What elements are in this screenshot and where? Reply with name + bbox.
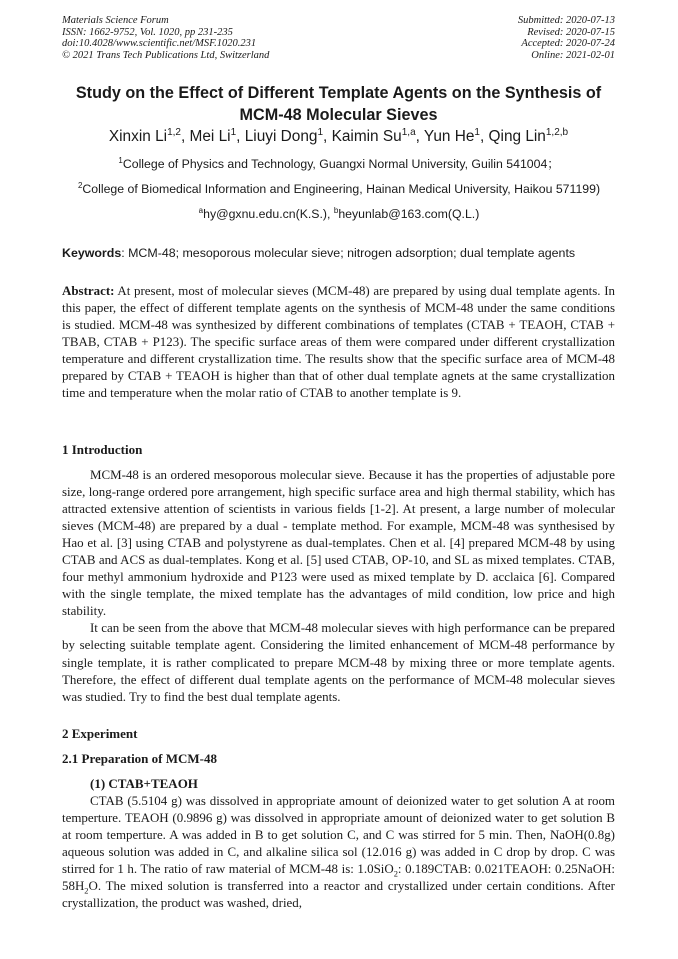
section-heading-introduction: 1 Introduction bbox=[62, 442, 143, 457]
author: Xinxin Li$^{1,2}$ bbox=[108, 126, 181, 145]
section-heading-experiment: 2 Experiment bbox=[62, 726, 138, 741]
introduction-body bbox=[62, 466, 615, 705]
experiment-paragraph-1: CTAB (5.5104 g) was dissolved in appropriate amount of deionized water to get solution A at room temperture. TEAOH (0.9896 g) was dissolved in appropriate amount of deionized water to get solution B at room temperture. A was added in B to get solution C, and C was stirred for 5 min. Then, NaOH(0.8g) aqueous solution was added in C, and alkaline silica sol (12.016 g) was added in C drop by drop. C was stirred for 1 h. The ratio of raw material of MCM-48 is: 1.0SiO$_2$: 0.189CTAB: 0.021TEAOH: 0.25NaOH: $58H_2O$. The mixed solution is transferred into a reactor and crystallized under certain conditions. After crystallization, the product was washed, dried, bbox=[62, 793, 616, 911]
subsubsection-heading-ctab-teaoh: (1) CTAB+TEAOH bbox=[90, 776, 198, 791]
paper-title: Study on the Effect of Different Template Agents on the Synthesis of MCM-48 Molecular Sieves bbox=[75, 84, 602, 124]
keywords bbox=[62, 245, 615, 261]
experiment-body bbox=[62, 792, 615, 911]
affiliation-1: $^1$College of Physics and Technology, Guangxi Normal University, Guilin 541004； bbox=[118, 155, 560, 171]
author: Liuyi Dong$^1$ bbox=[244, 126, 324, 145]
author-list: Xinxin Li$^{1,2}$, Mei Li$^1$, Liuyi Dong$^1$, Kaimin Su$^{1,a}$, Yun He$^1$, Qing Lin$^{1,2,b}$ bbox=[108, 126, 569, 145]
author: Kaimin Su$^{1,a}$ bbox=[331, 126, 416, 145]
author: Yun He$^1$ bbox=[423, 126, 480, 145]
email-line: $^a$hy@gxnu.edu.cn(K.S.), $^b$heyunlab@163.com(Q.L.) bbox=[198, 205, 480, 221]
doi[interactable]: doi:10.4028/www.scientific.net/MSF.1020.231 bbox=[62, 38, 257, 50]
accepted-date: Accepted: 2020-07-24 bbox=[521, 38, 615, 50]
online-date: Online: 2021-02-01 bbox=[531, 49, 615, 61]
submitted-date: Submitted: 2020-07-13 bbox=[517, 15, 615, 26]
author: Mei Li$^1$ bbox=[189, 126, 237, 145]
abstract-label: Abstract: bbox=[62, 283, 115, 298]
intro-paragraph-2: It can be seen from the above that MCM-48 molecular sieves with high performance can be prepared by selecting suitable template agent. Considering the limited enhancement of MCM-48 performance by single template, it is rather complicated to prepare MCM-48 by mixing three or more template agents. Therefore, the effect of different dual template agents on the performance of MCM-48 molecular sieves was studied. Try to find the best dual template agents. bbox=[62, 620, 615, 704]
journal-name: Materials Science Forum bbox=[62, 15, 169, 26]
abstract bbox=[62, 282, 615, 401]
intro-paragraph-1: MCM-48 is an ordered mesoporous molecular sieve. Because it has the properties of adjustable pore size, long-range ordered pore arrangement, high specific surface area and high thermal stability, which has attracted extensive attention of scientists in various fields [1-2]. At present, a large number of molecular sieves (MCM-48) are prepared by a dual - template method. For example, MCM-48 was synthesised by Hao et al. [3] using CTAB and polystyrene as dual-templates. Chen et al. [4] prepared MCM-48 by using CTAB and ACS as dual-templates. Kong et al. [5] used CTAB, OP-10, and SL as mixed templates. CTAB, four methyl ammonium hydroxide and P123 were used as mixed template by D. acclaica [6]. Compared with the single template, the mixed template has the advantages of mild condition, low price and high stability. bbox=[62, 467, 615, 619]
abstract-text: At present, most of molecular sieves (MCM-48) are prepared by using dual template agents. In this paper, the effect of different template agents on the synthesis of MCM-48 under the same conditions is studied. MCM-48 was synthesized by different combinations of templates (CTAB + TEAOH, CTAB + TBAB, CTAB + P123). The specific surface areas of them were compared under different crystallization temperature and different crystallization time. The results show that the specific surface area of MCM-48 prepared by CTAB + TEAOH is higher than that of other dual template agnets at the same crystallization time and temperature when the molar ratio of CTAB to another template is 9. bbox=[62, 283, 615, 401]
revised-date: Revised: 2020-07-15 bbox=[527, 26, 615, 38]
keywords-label: Keywords bbox=[62, 246, 122, 260]
author: Qing Lin$^{1,2,b}$ bbox=[488, 126, 569, 145]
affiliation-2: $^2$College of Biomedical Information and Engineering, Hainan Medical University, Haikou 571199) bbox=[77, 180, 601, 196]
copyright: © 2021 Trans Tech Publications Ltd, Switzerland bbox=[62, 49, 270, 61]
subsection-heading-preparation: 2.1 Preparation of MCM-48 bbox=[62, 751, 218, 766]
header-right bbox=[518, 15, 615, 61]
issn: ISSN: 1662-9752, Vol. 1020, pp 231-235 bbox=[62, 26, 233, 38]
email-a[interactable]: hy@gxnu.edu.cn(K.S.), bbox=[203, 207, 334, 221]
keywords-text: : MCM-48; mesoporous molecular sieve; nitrogen adsorption; dual template agents bbox=[121, 246, 576, 260]
header-left bbox=[62, 15, 269, 61]
email-b[interactable]: heyunlab@163.com(Q.L.) bbox=[338, 207, 480, 221]
